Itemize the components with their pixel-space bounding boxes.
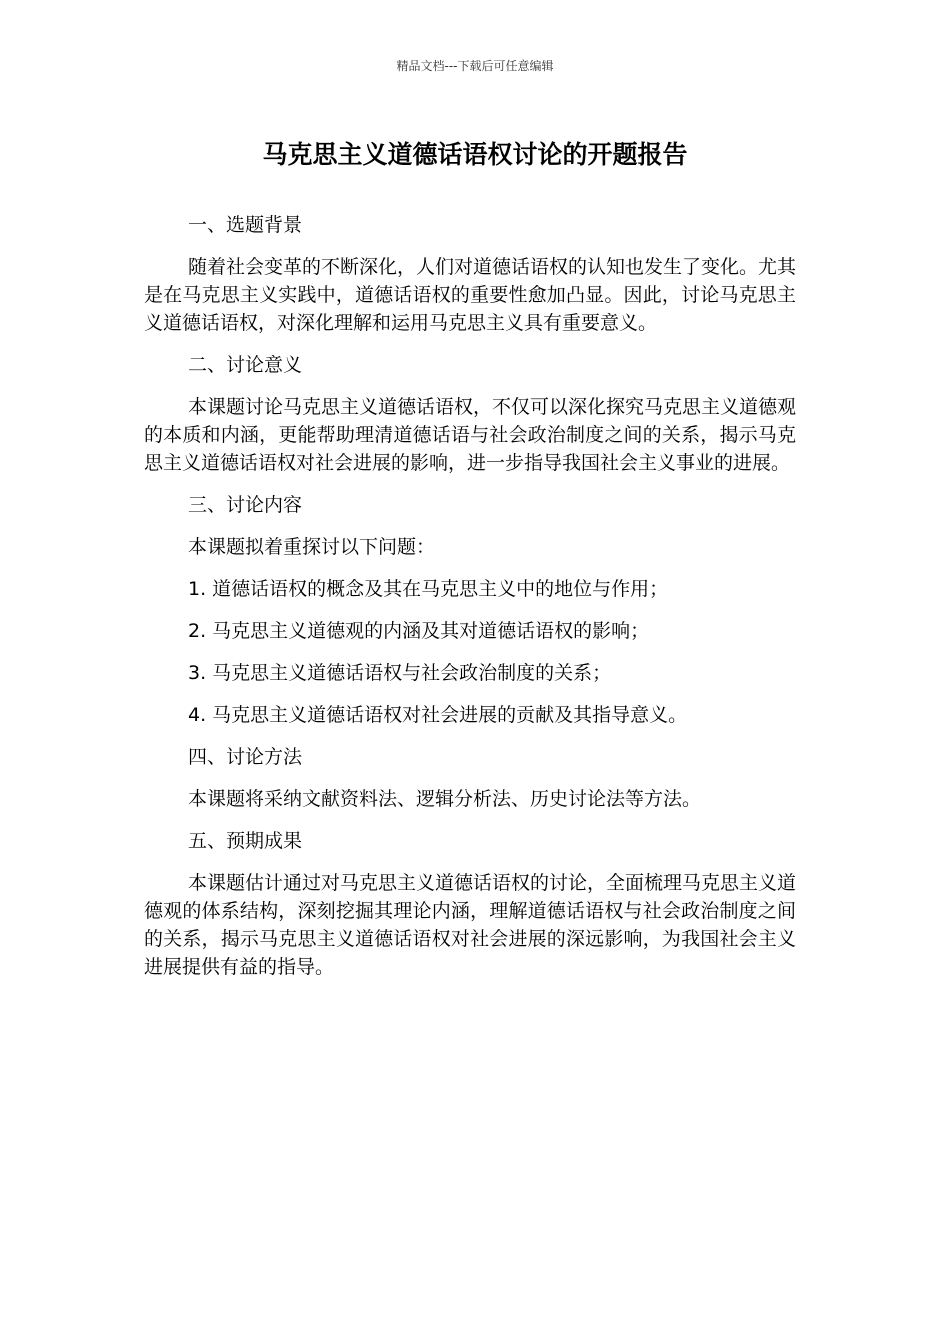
section-text-results: 本课题估计通过对马克思主义道德话语权的讨论，全面梳理马克思主义道德观的体系结构，深刻挖掘其理论内涵，理解道德话语权与社会政治制度之间的关系，揭示马克思主义道德话语权对社会进展的深远影响，为我国社会主义进展提供有益的指导。: [144, 872, 797, 978]
section-heading-significance: 二、讨论意义: [188, 354, 303, 376]
list-item: 3. 马克思主义道德话语权与社会政治制度的关系；: [188, 662, 612, 684]
document-title: 马克思主义道德话语权讨论的开题报告: [262, 140, 688, 169]
list-item: 2. 马克思主义道德观的内涵及其对道德话语权的影响；: [188, 620, 650, 642]
list-item: 1. 道德话语权的概念及其在马克思主义中的地位与作用；: [188, 578, 669, 600]
list-item: 4. 马克思主义道德话语权对社会进展的贡献及其指导意义。: [188, 704, 688, 726]
section-heading-results: 五、预期成果: [188, 830, 303, 852]
section-intro-content: 本课题拟着重探讨以下问题：: [188, 536, 436, 558]
document-body: [144, 211, 796, 995]
header-note: 精品文档---下载后可任意编辑: [396, 59, 554, 73]
section-heading-background: 一、选题背景: [188, 214, 303, 236]
section-text-background: 随着社会变革的不断深化，人们对道德话语权的认知也发生了变化。尤其是在马克思主义实践中，道德话语权的重要性愈加凸显。因此，讨论马克思主义道德话语权，对深化理解和运用马克思主义具有重要意义。: [144, 256, 797, 334]
section-text-significance: 本课题讨论马克思主义道德话语权，不仅可以深化探究马克思主义道德观的本质和内涵，更能帮助理清道德话语与社会政治制度之间的关系，揭示马克思主义道德话语权对社会进展的影响，进一步指导我国社会主义事业的进展。: [144, 396, 797, 474]
section-text-method: 本课题将采纳文献资料法、逻辑分析法、历史讨论法等方法。: [188, 788, 702, 810]
section-heading-content: 三、讨论内容: [188, 494, 303, 516]
section-heading-method: 四、讨论方法: [188, 746, 303, 768]
